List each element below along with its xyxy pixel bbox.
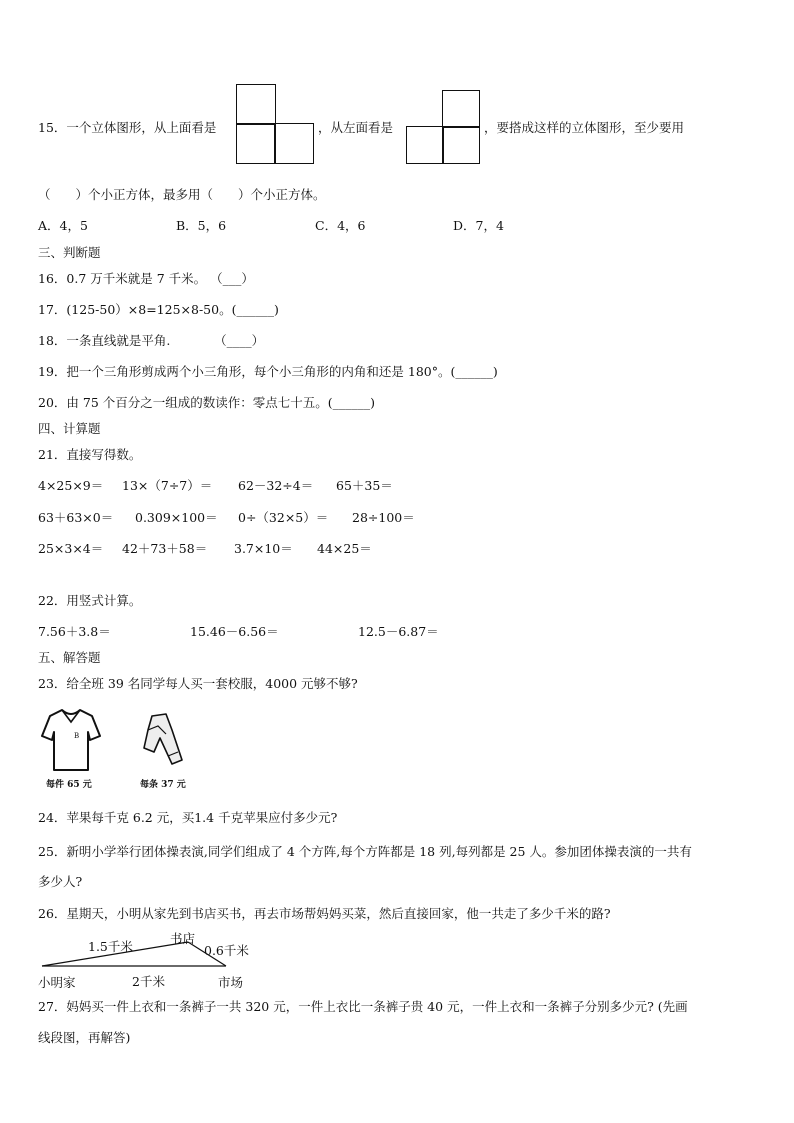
svg-text:B: B <box>74 732 80 740</box>
top-view-figure <box>236 84 314 164</box>
question-25-line2: 多少人? <box>38 874 83 889</box>
bookstore-label: 书店 <box>170 931 196 946</box>
shirt-price-caption: 每件 65 元 <box>46 780 92 790</box>
q15-option-b: B．5，6 <box>176 218 227 233</box>
pants-price-caption: 每条 37 元 <box>140 780 186 790</box>
home-label: 小明家 <box>38 975 76 990</box>
distance-home-market: 2千米 <box>132 974 165 989</box>
q15-text-part3: ，要搭成这样的立体图形，至少要用 <box>484 120 685 135</box>
question-18: 18．一条直线就是平角. （____） <box>38 333 265 348</box>
q15-text-part1: 15．一个立体图形，从上面看是 <box>38 120 217 135</box>
calc-item: 28÷100＝ <box>352 510 415 525</box>
q15-text-line2: （ ）个小正方体，最多用（ ）个小正方体。 <box>38 187 326 202</box>
calc-item: 42＋73＋58＝ <box>122 541 208 556</box>
section-heading-judge: 三、判断题 <box>38 245 101 260</box>
question-27-line1: 27．妈妈买一件上衣和一条裤子一共 320 元，一件上衣比一条裤子贵 40 元，一件上衣和一条裤子分别多少元? (先画 <box>38 999 688 1014</box>
question-27-line2: 线段图，再解答) <box>38 1030 131 1045</box>
pants-icon <box>138 712 188 774</box>
calc-item: 4×25×9＝ <box>38 478 104 493</box>
q15-option-c: C．4，6 <box>315 218 366 233</box>
distance-bookstore-market: 0.6千米 <box>204 943 249 958</box>
calc-item: 65＋35＝ <box>336 478 393 493</box>
left-view-figure <box>406 90 480 164</box>
distance-home-bookstore: 1.5千米 <box>88 939 133 954</box>
calc-item: 0.309×100＝ <box>135 510 218 525</box>
question-23: 23．给全班 39 名同学每人买一套校服，4000 元够不够? <box>38 676 358 691</box>
question-25-line1: 25．新明小学举行团体操表演,同学们组成了 4 个方阵,每个方阵都是 18 列,每列都是 25 人。参加团体操表演的一共有 <box>38 844 692 859</box>
vertical-calc-item: 12.5－6.87＝ <box>358 624 439 639</box>
section-heading-calc: 四、计算题 <box>38 421 101 436</box>
question-20: 20．由 75 个百分之一组成的数读作：零点七十五。(______) <box>38 395 376 410</box>
vertical-calc-item: 15.46－6.56＝ <box>190 624 279 639</box>
question-19: 19．把一个三角形剪成两个小三角形，每个小三角形的内角和还是 180°。(______) <box>38 364 498 379</box>
question-16: 16．0.7 万千米就是 7 千米。 （___） <box>38 271 254 286</box>
q15-option-a: A．4，5 <box>38 218 88 233</box>
question-21-title: 21．直接写得数。 <box>38 447 142 462</box>
q15-option-d: D．7，4 <box>453 218 504 233</box>
market-label: 市场 <box>218 975 244 990</box>
calc-item: 25×3×4＝ <box>38 541 104 556</box>
calc-item: 62－32÷4＝ <box>238 478 314 493</box>
q15-text-part2: ，从左面看是 <box>318 120 394 135</box>
question-24: 24．苹果每千克 6.2 元，买1.4 千克苹果应付多少元? <box>38 810 338 825</box>
shirt-icon <box>40 706 102 774</box>
question-22-title: 22．用竖式计算。 <box>38 593 142 608</box>
calc-item: 63＋63×0＝ <box>38 510 114 525</box>
section-heading-solve: 五、解答题 <box>38 650 101 665</box>
calc-item: 44×25＝ <box>317 541 372 556</box>
question-17: 17．(125-50）×8=125×8-50。(______) <box>38 302 279 317</box>
calc-item: 13×（7÷7）＝ <box>122 478 213 493</box>
question-26: 26．星期天，小明从家先到书店买书，再去市场帮妈妈买菜，然后直接回家，他一共走了多少千米的路? <box>38 906 611 921</box>
calc-item: 0÷（32×5）＝ <box>238 510 329 525</box>
vertical-calc-item: 7.56＋3.8＝ <box>38 624 111 639</box>
calc-item: 3.7×10＝ <box>234 541 293 556</box>
